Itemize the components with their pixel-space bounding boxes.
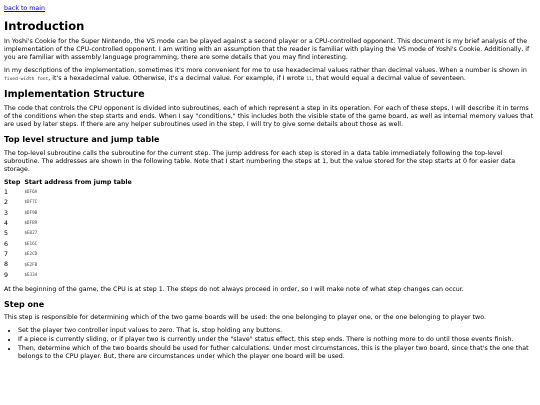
- start-address: $E027: [24, 231, 38, 237]
- back-to-main-link[interactable]: back to main: [4, 5, 46, 12]
- step-order-paragraph: At the beginning of the game, the CPU is at step 1. The steps do not always proceed in order, so I will make note of what step changes can occur.: [4, 285, 464, 293]
- start-address: $DFB9: [24, 221, 38, 227]
- start-address: $E2FB: [24, 262, 38, 268]
- jump-table-header-row: [4, 179, 136, 188]
- intro-paragraph-1: In Yoshi's Cookie for the Super Nintendo, the VS mode can be played against a second player or a CPU-controlled opponent. This document is my brief analysis of the implementation of the CPU-controlled opponent. I am writing with an assumption that the reader is familiar with playing the VS mode of Yoshi's Cookie. Additionally, if you are familiar with assembly language programming, there are some details that you may find interesting.: [4, 37, 530, 61]
- start-address: $DF6A: [24, 190, 38, 196]
- table-row: [4, 188, 136, 198]
- step-number: 4: [4, 219, 9, 227]
- step-number: 1: [4, 188, 9, 196]
- list-item: • Set the player two controller input values to zero. That is, stop holding any buttons.: [18, 327, 536, 335]
- intro-p2-text-c: , that would equal a decimal value of seventeen.: [311, 74, 466, 82]
- step-number: 9: [4, 271, 9, 279]
- table-row: [4, 250, 136, 260]
- hex-example-value: 11: [306, 76, 312, 82]
- step-one-heading: Step one: [4, 299, 45, 309]
- column-header-step: Step: [4, 178, 21, 186]
- step-one-paragraph: This step is responsible for determining which of the two game boards will be used: the one belonging to player one, or the one belonging to player two.: [4, 314, 486, 322]
- step-number: 7: [4, 250, 9, 258]
- step-number: 5: [4, 230, 9, 238]
- list-item: • If a piece is currently sliding, or if player two is currently under the "slave" status effect, this step ends. There is nothing more to do until those events finish.: [18, 336, 536, 344]
- implementation-paragraph: The code that controls the CPU opponent is divided into subroutines, each of which represent a step in its operation. For each of these steps, I will describe it in terms of the conditions when the step starts and ends. When I say "conditions," this includes both the visible state of the game board, as well as internal memory values that are used by later steps. If there are any helper subroutines used in the step, I will try to give some details about those as well.: [4, 105, 534, 129]
- step-number: 2: [4, 199, 9, 207]
- table-row: [4, 229, 136, 239]
- start-address: $DF9B: [24, 210, 38, 216]
- intro-paragraph-2: [4, 67, 536, 83]
- step-number: 6: [4, 240, 9, 248]
- step-number: 3: [4, 209, 9, 217]
- intro-p2-text-b: , it's a hexadecimal value. Otherwise, it's a decimal value. For example, if I wrote: [48, 74, 307, 82]
- table-row: [4, 209, 136, 219]
- start-address: $E2CD: [24, 252, 38, 258]
- jump-table: [4, 179, 136, 281]
- intro-p2-text-a: In my descriptions of the implementation, sometimes it's more convenient for me to use hexadecimal values rather than decimal values. When a number is shown in: [4, 66, 527, 74]
- step-one-list: [4, 327, 536, 361]
- implementation-structure-heading: Implementation Structure: [4, 89, 145, 100]
- column-header-address: Start address from jump table: [24, 178, 132, 186]
- table-row: [4, 260, 136, 270]
- list-item: • Then, determine which of the two boards should be used for futher calculations. Under most circumstances, this is the player two board, since that's the one that belongs to the CPU player. But, there are circumstances under which the player one board will be used.: [18, 345, 536, 361]
- table-row: [4, 219, 136, 229]
- start-address: $E334: [24, 272, 38, 278]
- table-row: [4, 240, 136, 250]
- start-address: $DF7C: [24, 200, 38, 206]
- table-row: [4, 198, 136, 208]
- step-number: 8: [4, 261, 9, 269]
- introduction-heading: Introduction: [4, 19, 85, 34]
- table-row: [4, 271, 136, 281]
- fixed-width-font-example: fixed-width font: [4, 76, 49, 82]
- top-level-paragraph: The top-level subroutine calls the subroutine for the current step. The jump address for each step is stored in a data table immediately following the top-level subroutine. The addresses are shown in the following table. Note that I start numbering the steps at 1, but the value stored for the step starts at 0 for easier data storage.: [4, 149, 516, 173]
- start-address: $E16C: [24, 241, 38, 247]
- top-level-heading: Top level structure and jump table: [4, 135, 160, 145]
